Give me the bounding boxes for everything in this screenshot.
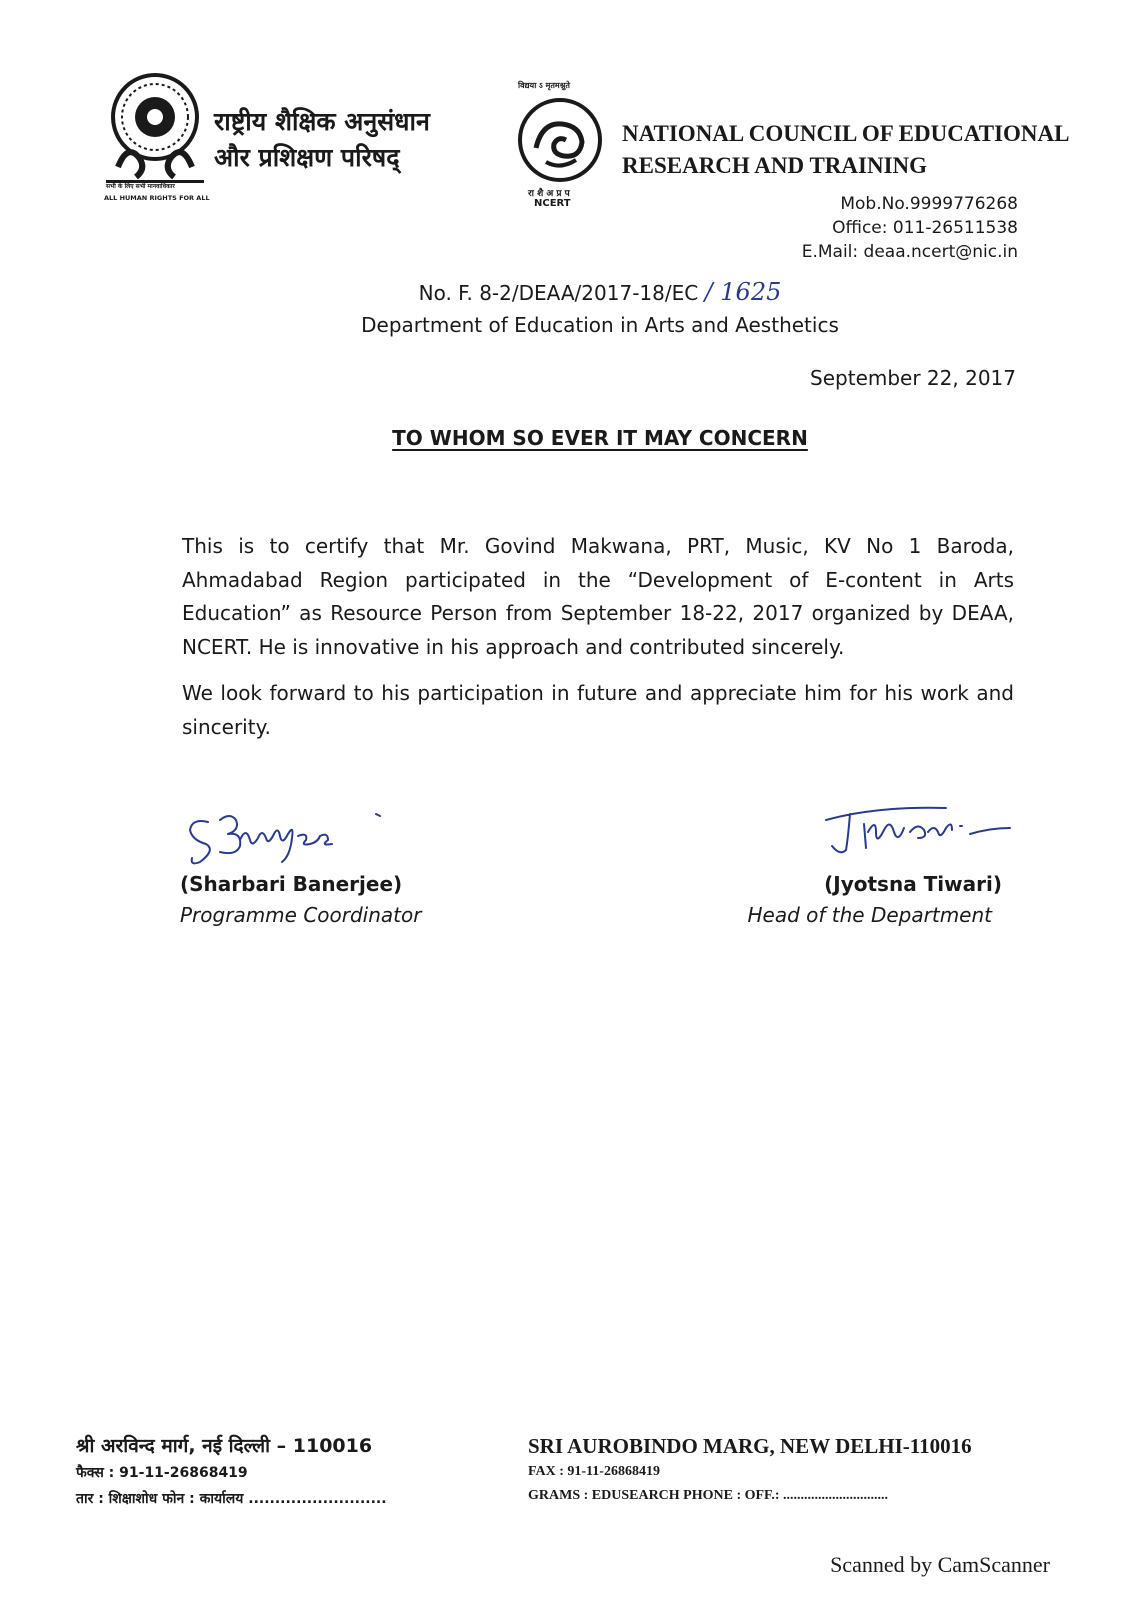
ncert-logo-icon xyxy=(516,96,604,184)
footer-hindi-fax: फैक्स : 91-11-26868419 xyxy=(76,1465,248,1481)
logo-caption-hindi: रा शै अ प्र प xyxy=(528,189,570,199)
left-signatory-name: (Sharbari Banerjee) xyxy=(180,872,403,896)
left-signatory-title: Programme Coordinator xyxy=(180,903,422,927)
signature-left xyxy=(180,800,400,870)
footer-english-address: SRI AUROBINDO MARG, NEW DELHI-110016 xyxy=(528,1434,972,1458)
footer-english-grams: GRAMS : EDUSEARCH PHONE : OFF.: .............................. xyxy=(528,1488,888,1503)
english-org-name-line1: NATIONAL COUNCIL OF EDUCATIONAL xyxy=(622,121,1070,146)
human-rights-emblem xyxy=(100,72,210,212)
office-phone: Office: 011-26511538 xyxy=(832,218,1018,238)
hindi-org-name-line2: और प्रशिक्षण परिषद् xyxy=(214,143,400,172)
logo-motto: विद्यया ऽ मृतमश्नुते xyxy=(518,81,570,90)
ncert-logo xyxy=(508,76,608,216)
contact-info xyxy=(700,192,1018,264)
footer-hindi-address: श्री अरविन्द मार्ग, नई दिल्ली – 110016 xyxy=(76,1435,373,1457)
logo-caption-english: NCERT xyxy=(534,198,571,209)
reference-line xyxy=(300,276,900,309)
english-org-name xyxy=(622,118,1082,182)
email-address: E.Mail: deaa.ncert@nic.in xyxy=(801,242,1018,262)
emblem-caption-hindi: सभी के लिए सभी मानवाधिकार xyxy=(106,183,175,190)
scanner-watermark: Scanned by CamScanner xyxy=(830,1552,1050,1577)
mobile-number: Mob.No.9999776268 xyxy=(840,194,1018,214)
english-org-name-line2: RESEARCH AND TRAINING xyxy=(622,153,928,178)
right-signatory-title: Head of the Department xyxy=(747,903,992,927)
reference-handwritten: / 1625 xyxy=(704,278,782,306)
reference-number: No. F. 8-2/DEAA/2017-18/EC xyxy=(418,281,699,305)
footer-hindi xyxy=(76,1432,476,1512)
letter-date: September 22, 2017 xyxy=(810,366,1016,390)
hindi-org-name xyxy=(214,104,504,176)
footer-hindi-grams: तार : शिक्षाशोध फोन : कार्यालय .......................... xyxy=(76,1491,387,1507)
department-name: Department of Education in Arts and Aesthetics xyxy=(361,313,839,337)
body-paragraph-2: We look forward to his participation in future and appreciate him for his work and sincerity. xyxy=(182,681,1014,739)
hindi-org-name-line1: राष्ट्रीय शैक्षिक अनुसंधान xyxy=(214,107,430,136)
body-paragraph-1: This is to certify that Mr. Govind Makwana, PRT, Music, KV No 1 Baroda, Ahmadabad Region participated in the “Development of E-content in Arts Education” as Resource Person from September 18-22, 2017 organized by DEAA, NCERT. He is innovative in his approach and contributed sincerely. xyxy=(182,534,1014,659)
right-signatory-name: (Jyotsna Tiwari) xyxy=(824,872,1002,896)
human-rights-emblem-icon xyxy=(100,72,210,192)
emblem-caption-english: ALL HUMAN RIGHTS FOR ALL xyxy=(104,194,210,202)
signature-right xyxy=(820,796,1020,866)
letter-subject: TO WHOM SO EVER IT MAY CONCERN xyxy=(392,426,808,450)
footer-english-fax: FAX : 91-11-26868419 xyxy=(528,1464,660,1479)
reference-block xyxy=(300,276,900,341)
footer-english xyxy=(528,1432,1048,1508)
